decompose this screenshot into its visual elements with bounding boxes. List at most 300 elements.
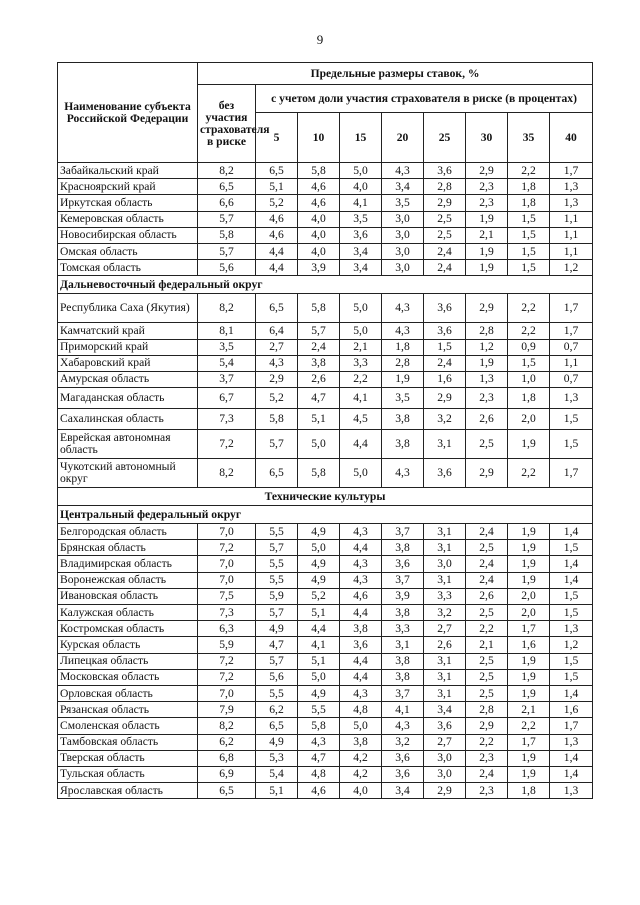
rate-no-participation: 3,7 (198, 371, 256, 387)
rate-share-10: 5,1 (298, 605, 340, 621)
rate-share-10: 4,7 (298, 750, 340, 766)
rate-share-10: 5,1 (298, 653, 340, 669)
rate-share-15: 5,0 (340, 459, 382, 488)
rate-share-35: 2,2 (508, 294, 550, 323)
rate-share-35: 1,9 (508, 556, 550, 572)
rate-share-35: 1,5 (508, 243, 550, 259)
table-row (58, 388, 593, 409)
rate-share-40: 1,5 (550, 540, 593, 556)
rate-share-40: 1,7 (550, 294, 593, 323)
subject-name: Курская область (58, 637, 198, 653)
rate-share-35: 1,5 (508, 355, 550, 371)
rate-no-participation: 7,0 (198, 685, 256, 701)
rate-share-30: 2,3 (466, 195, 508, 211)
subject-name: Московская область (58, 669, 198, 685)
rate-share-30: 1,2 (466, 339, 508, 355)
rate-share-30: 2,6 (466, 409, 508, 430)
table-row (58, 195, 593, 211)
rate-share-40: 1,5 (550, 605, 593, 621)
rates-group-header: Предельные размеры ставок, % (198, 63, 593, 85)
subject-name: Орловская область (58, 685, 198, 701)
rate-share-5: 4,7 (256, 637, 298, 653)
rate-share-15: 4,3 (340, 556, 382, 572)
rate-share-10: 5,8 (298, 718, 340, 734)
rate-share-20: 3,8 (382, 409, 424, 430)
rate-share-5: 5,9 (256, 588, 298, 604)
rate-share-40: 1,7 (550, 718, 593, 734)
subject-name: Тамбовская область (58, 734, 198, 750)
rate-share-20: 1,9 (382, 371, 424, 387)
share-header-40: 40 (550, 113, 593, 163)
subject-name: Красноярский край (58, 179, 198, 195)
rate-share-35: 2,0 (508, 588, 550, 604)
rate-share-40: 1,2 (550, 260, 593, 276)
rate-share-10: 4,1 (298, 637, 340, 653)
district-row (58, 276, 593, 294)
rate-share-35: 1,9 (508, 572, 550, 588)
rate-share-30: 2,3 (466, 388, 508, 409)
table-row (58, 653, 593, 669)
rate-share-20: 3,3 (382, 621, 424, 637)
rate-share-30: 2,8 (466, 323, 508, 339)
subject-name: Приморский край (58, 339, 198, 355)
share-header-20: 20 (382, 113, 424, 163)
rate-share-15: 4,0 (340, 179, 382, 195)
rate-share-25: 3,2 (424, 605, 466, 621)
rate-share-15: 4,8 (340, 702, 382, 718)
rate-share-35: 1,9 (508, 653, 550, 669)
rate-share-15: 4,3 (340, 685, 382, 701)
rate-share-25: 3,1 (424, 669, 466, 685)
rate-share-15: 3,8 (340, 621, 382, 637)
rate-share-25: 2,4 (424, 243, 466, 259)
rate-share-40: 1,4 (550, 524, 593, 540)
subject-name: Еврейская автономная область (58, 430, 198, 459)
rate-share-40: 1,4 (550, 750, 593, 766)
rate-share-10: 2,6 (298, 371, 340, 387)
rate-share-20: 3,0 (382, 243, 424, 259)
rate-no-participation: 8,2 (198, 459, 256, 488)
rate-share-30: 2,1 (466, 227, 508, 243)
rate-share-5: 4,9 (256, 621, 298, 637)
rate-share-40: 1,7 (550, 163, 593, 179)
rate-share-40: 1,5 (550, 653, 593, 669)
rate-share-20: 2,8 (382, 355, 424, 371)
district-title: Центральный федеральный округ (58, 506, 593, 524)
rate-share-10: 5,8 (298, 163, 340, 179)
rate-share-15: 3,4 (340, 260, 382, 276)
subject-name: Белгородская область (58, 524, 198, 540)
rate-share-5: 5,1 (256, 783, 298, 799)
rate-share-15: 5,0 (340, 294, 382, 323)
rate-share-30: 2,4 (466, 556, 508, 572)
rate-share-10: 5,0 (298, 430, 340, 459)
rate-no-participation: 7,2 (198, 653, 256, 669)
rate-share-10: 4,0 (298, 211, 340, 227)
rate-share-10: 5,8 (298, 459, 340, 488)
rate-share-5: 2,9 (256, 371, 298, 387)
table-row (58, 323, 593, 339)
table-row (58, 588, 593, 604)
no-participation-header: без участия страхователя в риске (198, 85, 256, 163)
rate-share-20: 4,3 (382, 459, 424, 488)
subject-name: Костромская область (58, 621, 198, 637)
rate-share-5: 5,5 (256, 685, 298, 701)
table-row (58, 339, 593, 355)
rate-share-20: 3,8 (382, 605, 424, 621)
rate-share-20: 3,0 (382, 260, 424, 276)
rate-share-40: 0,7 (550, 371, 593, 387)
subject-name: Чукотский автономный округ (58, 459, 198, 488)
table-row (58, 459, 593, 488)
rate-share-25: 2,4 (424, 260, 466, 276)
rate-share-5: 2,7 (256, 339, 298, 355)
rate-share-25: 3,1 (424, 572, 466, 588)
rate-share-10: 5,0 (298, 540, 340, 556)
rate-share-15: 4,3 (340, 572, 382, 588)
rate-share-20: 3,0 (382, 227, 424, 243)
rate-share-35: 1,9 (508, 685, 550, 701)
rate-share-10: 4,6 (298, 179, 340, 195)
rate-share-5: 5,8 (256, 409, 298, 430)
rate-share-30: 2,5 (466, 685, 508, 701)
rate-share-10: 4,7 (298, 388, 340, 409)
subject-name: Республика Саха (Якутия) (58, 294, 198, 323)
table-row (58, 718, 593, 734)
rate-share-35: 2,1 (508, 702, 550, 718)
rate-share-20: 3,7 (382, 685, 424, 701)
subject-name: Владимирская область (58, 556, 198, 572)
rate-share-20: 4,3 (382, 163, 424, 179)
rate-share-35: 1,9 (508, 750, 550, 766)
rate-share-25: 2,6 (424, 637, 466, 653)
rate-share-20: 3,2 (382, 734, 424, 750)
subject-name: Новосибирская область (58, 227, 198, 243)
rate-share-30: 2,8 (466, 702, 508, 718)
culture-row (58, 488, 593, 506)
rate-share-40: 1,5 (550, 409, 593, 430)
rate-share-40: 1,3 (550, 621, 593, 637)
share-header-5: 5 (256, 113, 298, 163)
rate-share-30: 1,9 (466, 355, 508, 371)
subject-name: Воронежская область (58, 572, 198, 588)
rate-share-25: 3,6 (424, 718, 466, 734)
rate-share-35: 2,2 (508, 459, 550, 488)
rate-share-35: 1,5 (508, 260, 550, 276)
rate-share-20: 1,8 (382, 339, 424, 355)
rate-no-participation: 5,7 (198, 243, 256, 259)
rate-share-40: 1,7 (550, 323, 593, 339)
table-row (58, 750, 593, 766)
rate-share-5: 4,3 (256, 355, 298, 371)
rate-share-20: 3,6 (382, 750, 424, 766)
subject-name: Омская область (58, 243, 198, 259)
rate-share-5: 5,4 (256, 766, 298, 782)
rate-share-35: 1,9 (508, 669, 550, 685)
rate-share-20: 3,9 (382, 588, 424, 604)
rate-share-40: 1,1 (550, 355, 593, 371)
rate-share-10: 5,5 (298, 702, 340, 718)
rate-share-10: 4,0 (298, 243, 340, 259)
rate-share-10: 5,1 (298, 409, 340, 430)
table-row (58, 227, 593, 243)
rate-share-15: 4,4 (340, 669, 382, 685)
share-header-10: 10 (298, 113, 340, 163)
rate-share-30: 2,4 (466, 572, 508, 588)
rate-share-15: 4,5 (340, 409, 382, 430)
rate-share-25: 2,9 (424, 783, 466, 799)
culture-title: Технические культуры (58, 488, 593, 506)
rate-share-25: 2,9 (424, 195, 466, 211)
rate-share-10: 4,9 (298, 524, 340, 540)
rate-share-40: 1,3 (550, 783, 593, 799)
rate-share-10: 4,4 (298, 621, 340, 637)
rate-share-40: 1,7 (550, 459, 593, 488)
rate-no-participation: 6,5 (198, 179, 256, 195)
rate-share-20: 4,1 (382, 702, 424, 718)
rate-share-10: 4,9 (298, 572, 340, 588)
rate-share-30: 2,2 (466, 621, 508, 637)
rate-share-35: 1,9 (508, 430, 550, 459)
rate-no-participation: 5,7 (198, 211, 256, 227)
rate-share-25: 2,8 (424, 179, 466, 195)
rate-share-15: 4,0 (340, 783, 382, 799)
rate-share-25: 3,3 (424, 588, 466, 604)
rate-share-10: 4,0 (298, 227, 340, 243)
rate-share-40: 1,4 (550, 556, 593, 572)
rate-share-15: 3,6 (340, 227, 382, 243)
rate-share-15: 4,4 (340, 430, 382, 459)
rate-no-participation: 7,0 (198, 524, 256, 540)
table-row (58, 556, 593, 572)
rate-share-20: 3,4 (382, 179, 424, 195)
rate-share-15: 4,2 (340, 750, 382, 766)
rate-share-30: 2,9 (466, 294, 508, 323)
rate-share-15: 4,2 (340, 766, 382, 782)
rate-no-participation: 6,8 (198, 750, 256, 766)
rate-share-15: 4,3 (340, 524, 382, 540)
subject-name: Рязанская область (58, 702, 198, 718)
rate-share-5: 5,7 (256, 430, 298, 459)
table-row (58, 524, 593, 540)
rate-share-40: 1,6 (550, 702, 593, 718)
rate-share-35: 1,5 (508, 211, 550, 227)
rate-share-5: 5,2 (256, 195, 298, 211)
rate-share-30: 2,9 (466, 163, 508, 179)
rate-share-35: 1,9 (508, 766, 550, 782)
table-row (58, 163, 593, 179)
table-row (58, 179, 593, 195)
rate-share-5: 5,5 (256, 524, 298, 540)
rate-share-25: 3,1 (424, 653, 466, 669)
rate-share-25: 3,1 (424, 430, 466, 459)
rate-share-15: 4,4 (340, 540, 382, 556)
table-row (58, 294, 593, 323)
rate-share-10: 5,2 (298, 588, 340, 604)
rate-no-participation: 6,2 (198, 734, 256, 750)
subject-name: Липецкая область (58, 653, 198, 669)
rates-table (57, 62, 593, 799)
rate-share-40: 1,2 (550, 637, 593, 653)
rate-share-40: 1,5 (550, 430, 593, 459)
rate-share-35: 1,7 (508, 621, 550, 637)
table-row (58, 669, 593, 685)
subject-name: Хабаровский край (58, 355, 198, 371)
rate-share-30: 1,9 (466, 260, 508, 276)
rate-share-20: 3,6 (382, 556, 424, 572)
rate-share-10: 2,4 (298, 339, 340, 355)
subject-name: Калужская область (58, 605, 198, 621)
subject-name: Ивановская область (58, 588, 198, 604)
rate-share-5: 5,3 (256, 750, 298, 766)
district-title: Дальневосточный федеральный округ (58, 276, 593, 294)
rate-no-participation: 7,2 (198, 540, 256, 556)
rate-share-40: 1,4 (550, 766, 593, 782)
table-row (58, 766, 593, 782)
rate-share-5: 5,7 (256, 540, 298, 556)
rate-share-20: 3,8 (382, 540, 424, 556)
rate-no-participation: 3,5 (198, 339, 256, 355)
table-row (58, 572, 593, 588)
rate-share-40: 1,1 (550, 227, 593, 243)
subject-name: Тульская область (58, 766, 198, 782)
rate-no-participation: 6,6 (198, 195, 256, 211)
rate-no-participation: 5,9 (198, 637, 256, 653)
rate-share-35: 1,9 (508, 524, 550, 540)
rate-share-25: 2,7 (424, 621, 466, 637)
table-row (58, 243, 593, 259)
subject-name: Магаданская область (58, 388, 198, 409)
rate-share-5: 5,2 (256, 388, 298, 409)
table-row (58, 621, 593, 637)
rate-share-40: 1,3 (550, 179, 593, 195)
subject-name: Томская область (58, 260, 198, 276)
rate-share-30: 2,9 (466, 459, 508, 488)
rate-share-20: 3,8 (382, 430, 424, 459)
table-row (58, 355, 593, 371)
rate-no-participation: 6,5 (198, 783, 256, 799)
rate-share-10: 4,3 (298, 734, 340, 750)
rate-share-20: 3,0 (382, 211, 424, 227)
rate-share-5: 5,1 (256, 179, 298, 195)
rate-no-participation: 8,2 (198, 294, 256, 323)
rate-share-25: 2,7 (424, 734, 466, 750)
table-row (58, 409, 593, 430)
rate-no-participation: 6,3 (198, 621, 256, 637)
rate-no-participation: 6,7 (198, 388, 256, 409)
rate-share-35: 1,8 (508, 388, 550, 409)
rate-share-25: 2,4 (424, 355, 466, 371)
rate-share-5: 5,6 (256, 669, 298, 685)
rate-share-25: 2,5 (424, 227, 466, 243)
subject-name: Кемеровская область (58, 211, 198, 227)
table-row (58, 430, 593, 459)
rate-share-30: 2,4 (466, 766, 508, 782)
rate-share-25: 3,0 (424, 556, 466, 572)
rate-no-participation: 7,3 (198, 605, 256, 621)
rate-share-35: 2,2 (508, 163, 550, 179)
rate-share-20: 3,7 (382, 572, 424, 588)
rate-share-40: 1,3 (550, 195, 593, 211)
rate-share-10: 4,6 (298, 783, 340, 799)
rate-no-participation: 8,2 (198, 718, 256, 734)
rate-share-5: 6,5 (256, 163, 298, 179)
rate-no-participation: 6,9 (198, 766, 256, 782)
rate-share-5: 5,7 (256, 653, 298, 669)
rate-share-15: 4,1 (340, 388, 382, 409)
rate-share-5: 4,6 (256, 211, 298, 227)
rate-share-5: 6,5 (256, 459, 298, 488)
rate-share-15: 3,3 (340, 355, 382, 371)
rate-share-15: 4,6 (340, 588, 382, 604)
rate-share-35: 2,2 (508, 718, 550, 734)
rate-share-20: 3,8 (382, 653, 424, 669)
rate-share-20: 3,7 (382, 524, 424, 540)
rate-no-participation: 7,0 (198, 556, 256, 572)
rate-share-30: 2,5 (466, 540, 508, 556)
rate-share-40: 1,4 (550, 685, 593, 701)
rate-share-10: 4,6 (298, 195, 340, 211)
subject-name: Сахалинская область (58, 409, 198, 430)
table-row (58, 371, 593, 387)
rate-share-15: 4,4 (340, 653, 382, 669)
table-row (58, 637, 593, 653)
table-row (58, 605, 593, 621)
rate-no-participation: 7,0 (198, 572, 256, 588)
page-number: 9 (316, 32, 324, 47)
rate-share-25: 3,6 (424, 323, 466, 339)
rate-share-25: 3,4 (424, 702, 466, 718)
rate-share-25: 1,6 (424, 371, 466, 387)
rate-no-participation: 7,2 (198, 669, 256, 685)
rate-share-5: 6,5 (256, 718, 298, 734)
rate-share-10: 3,8 (298, 355, 340, 371)
subject-name: Ярославская область (58, 783, 198, 799)
rate-no-participation: 8,1 (198, 323, 256, 339)
rate-share-25: 3,1 (424, 685, 466, 701)
rate-share-5: 6,2 (256, 702, 298, 718)
rate-share-35: 1,5 (508, 227, 550, 243)
rate-share-40: 0,7 (550, 339, 593, 355)
rate-share-15: 3,4 (340, 243, 382, 259)
rate-share-15: 5,0 (340, 718, 382, 734)
rate-share-20: 4,3 (382, 294, 424, 323)
share-header-15: 15 (340, 113, 382, 163)
subject-name: Забайкальский край (58, 163, 198, 179)
rate-share-5: 6,4 (256, 323, 298, 339)
rate-share-10: 5,7 (298, 323, 340, 339)
subject-name: Камчатский край (58, 323, 198, 339)
rate-share-10: 4,8 (298, 766, 340, 782)
rate-share-5: 4,9 (256, 734, 298, 750)
rate-share-10: 4,9 (298, 685, 340, 701)
rate-no-participation: 7,2 (198, 430, 256, 459)
rate-share-20: 3,5 (382, 195, 424, 211)
table-row (58, 783, 593, 799)
table-row (58, 540, 593, 556)
rate-share-35: 2,0 (508, 605, 550, 621)
rate-share-10: 4,9 (298, 556, 340, 572)
rate-share-35: 1,0 (508, 371, 550, 387)
rate-no-participation: 7,3 (198, 409, 256, 430)
rate-share-15: 3,6 (340, 637, 382, 653)
rate-share-5: 4,4 (256, 243, 298, 259)
rate-share-25: 3,0 (424, 766, 466, 782)
rate-share-35: 1,8 (508, 195, 550, 211)
rate-share-5: 5,7 (256, 605, 298, 621)
rate-share-30: 1,3 (466, 371, 508, 387)
rate-share-15: 2,1 (340, 339, 382, 355)
